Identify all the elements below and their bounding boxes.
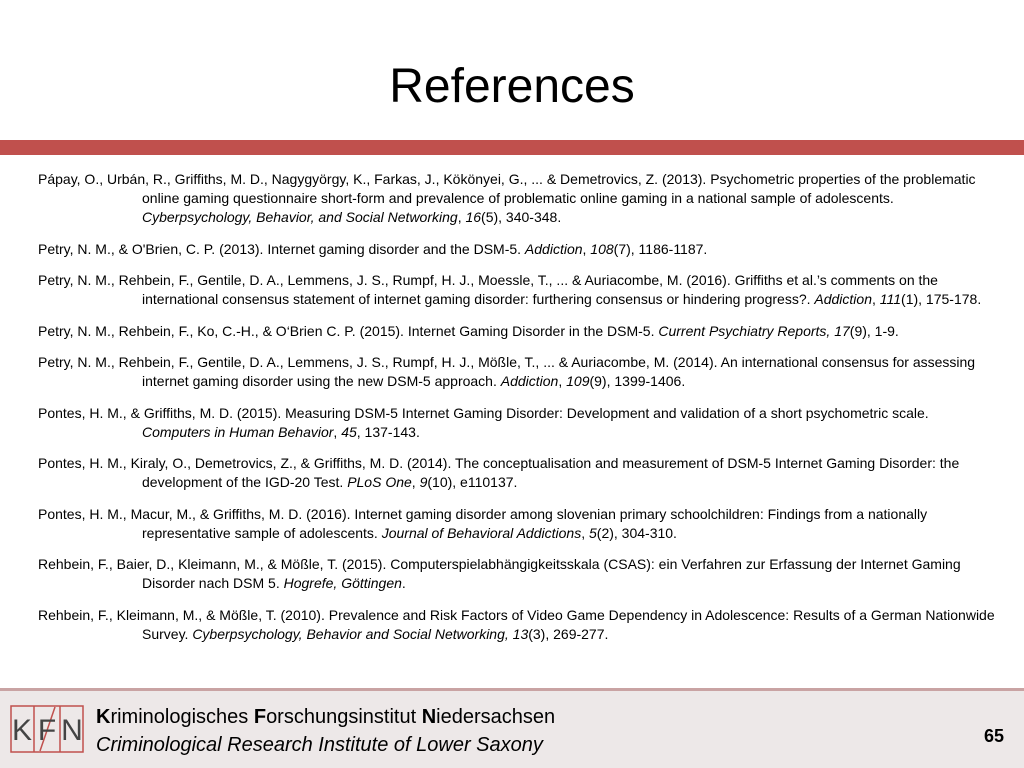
reference-text-segment: Rehbein, F., Baier, D., Kleimann, M., & Mößle, T. (2015). Computerspielabhängigkeitsskala (CSAS): ein Verfahren zur Erfassung der Internet Gaming Disorder nach DSM 5. [38,556,961,591]
reference-text-segment: (7), 1186-1187. [613,240,708,257]
reference-text-segment: (2), 304-310. [596,524,677,541]
reference-text-segment: Petry, N. M., Rehbein, F., Gentile, D. A., Lemmens, J. S., Rumpf, H. J., Moessle, T., ... & Auriacombe, M. (2016). Griffiths et al.’s comments on the international consensus statement of internet gaming disorder: furthering consensus or hindering progress?. [38,272,938,307]
institute-initial: F [253,706,267,728]
reference-italic-segment: Hogrefe, Göttingen [283,575,402,591]
reference-item [38,353,998,391]
reference-text-segment: Pontes, H. M., Kiraly, O., Demetrovics, Z., & Griffiths, M. D. (2014). The conceptualisation and measurement of DSM-5 Internet Gaming Disorder: the development of the IGD-20 Test. [38,455,960,490]
reference-text-segment: Petry, N. M., & O'Brien, C. P. (2013). Internet gaming disorder and the DSM-5. [38,240,525,257]
reference-item [38,170,998,227]
reference-text-segment: (3), 269-277. [528,625,609,642]
reference-italic-segment: Addiction [814,291,872,307]
reference-italic-segment: 45 [341,423,357,440]
reference-text-segment: Pontes, H. M., Macur, M., & Griffiths, M. D. (2016). Internet gaming disorder among slovenian primary schoolchildren: Findings from a nationally representative sample of adolescents. [38,505,928,541]
reference-item [38,505,998,543]
slide-title: References [389,60,635,113]
reference-italic-segment: 108 [590,240,614,257]
logo-letter-k: K [11,714,33,747]
reference-text-segment: , 137-143. [356,423,420,440]
institute-initial: K [96,706,111,728]
reference-text-segment: (9), 1399-1406. [589,373,686,389]
reference-text-segment: Petry, N. M., Rehbein, F., Gentile, D. A., Lemmens, J. S., Rumpf, H. J., Mößle, T., ... & Auriacombe, M. (2014). An international consensus for assessing internet gaming disorder using the new DSM-5 approach. [38,354,976,389]
reference-italic-segment: Addiction [500,373,559,389]
reference-text-segment: , [581,524,589,541]
reference-text-segment: , [871,291,880,307]
footer-divider [0,688,1024,691]
reference-item [38,404,998,442]
reference-item [38,240,998,259]
reference-italic-segment: Cyberpsychology, Behavior and Social Networking, 13 [192,625,529,642]
reference-text-segment: Rehbein, F., Kleimann, M., & Mößle, T. (2010). Prevalence and Risk Factors of Video Game Dependency in Adolescence: Results of a German Nationwide Survey. [38,606,995,642]
institute-name-segment: iedersachsen [436,706,556,728]
reference-item [38,322,998,341]
institute-initial: N [421,706,437,728]
reference-italic-segment: Current Psychiatry Reports, 17 [658,322,850,339]
reference-italic-segment: Cyberpsychology, Behavior, and Social Networking [142,209,458,225]
reference-text-segment: , [582,240,591,257]
reference-text-segment: (10), e110137. [427,474,518,490]
reference-item [38,271,998,309]
institute-name-segment: orschungsinstitut [266,706,422,728]
reference-text-segment: (1), 175-178. [901,291,982,307]
reference-italic-segment: 5 [588,524,597,541]
reference-text-segment: , [411,474,420,490]
footer [0,688,1024,768]
reference-italic-segment: 111 [879,291,902,307]
page-number: 65 [983,726,1004,746]
reference-text-segment: Pápay, O., Urbán, R., Griffiths, M. D., Nagygyörgy, K., Farkas, J., Kökönyei, G., ... & Demetrovics, Z. (2013). Psychometric properties of the problematic online gaming questionnaire short-form and prevalence of problematic online gaming in a national sample of adolescents. [38,171,976,206]
reference-text-segment: (9), 1-9. [849,322,899,339]
reference-text-segment: Pontes, H. M., & Griffiths, M. D. (2015). Measuring DSM-5 Internet Gaming Disorder: Development and validation of a short psychometric scale. [38,404,929,421]
reference-text-segment: , [333,423,342,440]
reference-item [38,606,998,644]
reference-text-segment: Petry, N. M., Rehbein, F., Ko, C.-H., & O‘Brien C. P. (2015). Internet Gaming Disorder in the DSM-5. [38,322,659,339]
institute-name-german [96,704,555,730]
reference-text-segment: (5), 340-348. [481,209,562,225]
reference-italic-segment: 16 [465,209,482,225]
reference-italic-segment: Computers in Human Behavior [142,423,334,440]
institute-name-segment: riminologisches [110,706,254,728]
reference-italic-segment: Journal of Behavioral Addictions [381,524,582,541]
reference-italic-segment: 9 [419,474,428,490]
kfn-logo-icon [10,704,84,754]
logo-letter-f: F [37,714,57,747]
title-divider [0,140,1024,155]
reference-italic-segment: PLoS One [347,474,412,490]
reference-text-segment: , [558,373,567,389]
logo-letter-n: N [61,714,83,747]
reference-italic-segment: 109 [566,373,590,389]
institute-name-english: Criminological Research Institute of Lower Saxony [96,734,543,756]
reference-item [38,555,998,593]
reference-text-segment: . [401,575,406,591]
reference-list [38,170,998,656]
reference-item [38,454,998,492]
reference-italic-segment: Addiction [524,240,583,257]
reference-text-segment: , [457,209,466,225]
